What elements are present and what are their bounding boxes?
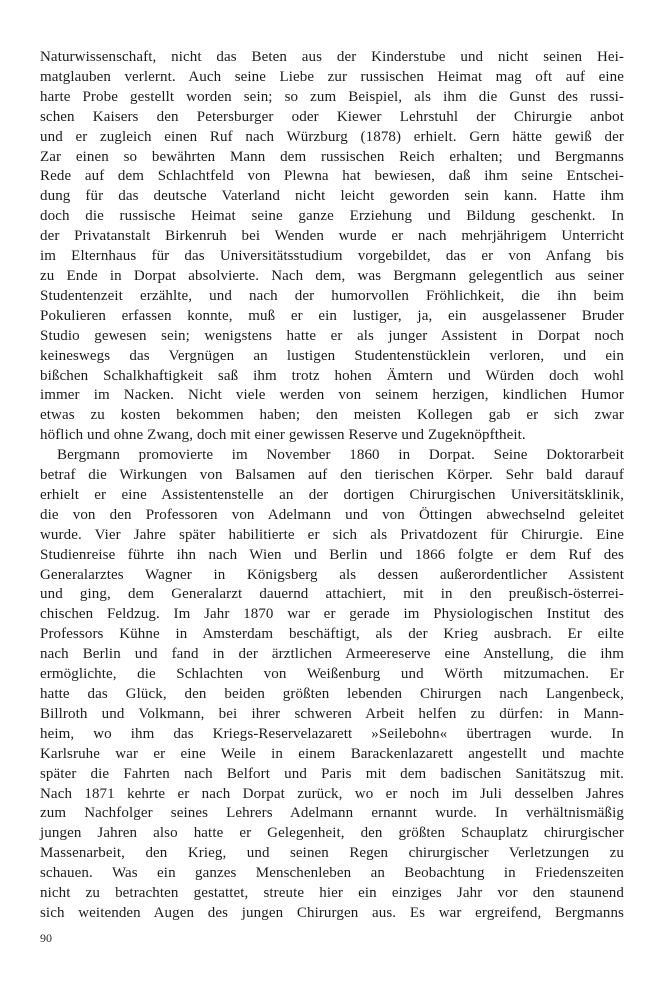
text-line: Pokulieren erfassen konnte, muß er ein lustiger, ja, ein ausgelassener Bruder (40, 307, 624, 324)
text-line: der Privatanstalt Birkenruh bei Wenden wurde er nach mehrjährigem Unterricht (40, 228, 624, 245)
text-line: bißchen Schalkhaftigkeit saß ihm trotz hohen Ämtern und Würden doch wohl (40, 367, 624, 384)
text-line: nicht zu betrachten gestattet, streute hier ein einziges Jahr vor den staunend (40, 885, 624, 902)
text-line: Studienreise führte ihn nach Wien und Berlin und 1866 folgte er dem Ruf des (40, 546, 624, 563)
text-line: Professors Kühne in Amsterdam beschäftigt, als der Krieg ausbrach. Er eilte (40, 626, 624, 643)
text-line: keineswegs das Vergnügen an lustigen Studentenstücklein verloren, und ein (40, 347, 624, 364)
paragraph (40, 48, 624, 446)
text-line: etwas zu kosten bekommen haben; den meisten Kollegen gab er sich zwar (40, 407, 624, 424)
text-line: die von den Professoren von Adelmann und von Öttingen abwechselnd geleitet (40, 506, 624, 523)
text-line: wurde. Vier Jahre später habilitierte er sich als Privatdozent für Chirurgie. Eine (40, 526, 624, 543)
text-line: zum Nachfolger seines Lehrers Adelmann ernannt wurde. In verhältnismäßig (40, 805, 624, 822)
text-line: Rede auf dem Schlachtfeld von Plewna hat bewiesen, daß ihm seine Entschei- (40, 168, 624, 185)
text-line: Bergmann promovierte im November 1860 in Dorpat. Seine Doktorarbeit (57, 447, 624, 464)
text-line: später die Fahrten nach Belfort und Paris mit dem badischen Sanitätszug mit. (40, 765, 624, 782)
text-line: Billroth und Volkmann, bei ihrer schweren Arbeit helfen zu dürfen: in Mann- (40, 705, 624, 722)
text-line: und ging, dem Generalarzt dauernd attachiert, mit in den preußisch-österrei- (40, 586, 624, 603)
text-line: hatte das Glück, den beiden größten lebenden Chirurgen nach Langenbeck, (40, 686, 624, 702)
page-number: 90 (40, 931, 52, 945)
text-line: und er zugleich einen Ruf nach Würzburg (1878) erhielt. Gern hätte gewiß der (40, 128, 624, 145)
text-line: Naturwissenschaft, nicht das Beten aus der Kinderstube und nicht seinen Hei- (40, 49, 624, 65)
text-line: Studentenzeit erzählte, und nach der humorvollen Fröhlichkeit, die ihn beim (40, 287, 624, 304)
text-line: dung für das deutsche Vaterland nicht leicht geworden sein kann. Hatte ihm (40, 188, 624, 205)
text-line: Zar einen so bewährten Mann dem russischen Reich erhalten; und Bergmanns (40, 148, 624, 165)
paragraph (40, 446, 624, 924)
text-line: zu Ende in Dorpat absolvierte. Nach dem, was Bergmann gelegentlich aus seiner (40, 267, 624, 284)
text-line: betraf die Wirkungen von Balsamen auf den tierischen Körper. Sehr bald darauf (40, 467, 624, 484)
text-line: Generalarztes Wagner in Königsberg als dessen außerordentlicher Assistent (40, 566, 624, 583)
text-line: sich weitenden Augen des jungen Chirurgen aus. Es war ergreifend, Bergmanns (40, 904, 624, 921)
text-line: jungen Jahren also hatte er Gelegenheit, den größten Schauplatz chirurgischer (40, 825, 624, 842)
text-line: im Elternhaus für das Universitätsstudium vorgebildet, das er von Anfang bis (40, 248, 624, 265)
text-line: immer im Nacken. Nicht viele werden von seinem herzigen, kindlichen Humor (40, 387, 624, 404)
text-line: Nach 1871 kehrte er nach Dorpat zurück, wo er noch im Juli desselben Jahres (40, 785, 624, 802)
text-line: chischen Feldzug. Im Jahr 1870 war er gerade im Physiologischen Institut des (40, 606, 624, 623)
text-line: heim, wo ihm das Kriegs-Reservelazarett »Seilebohn« übertragen wurde. In (40, 725, 624, 742)
text-line: schen Kaisers den Petersburger oder Kiewer Lehrstuhl der Chirurgie anbot (40, 108, 624, 125)
text-line: schauen. Was ein ganzes Menschenleben an Beobachtung in Friedenszeiten (40, 865, 624, 882)
text-line: Karlsruhe war er eine Weile in einem Barackenlazarett angestellt und machte (40, 745, 624, 762)
text-line: doch die russische Heimat seine ganze Erziehung und Bildung geschenkt. In (40, 208, 624, 225)
body-text (40, 48, 624, 924)
text-line: harte Probe gestellt worden sein; so zum Beispiel, als ihm die Gunst des russi- (40, 88, 624, 105)
text-line: höflich und ohne Zwang, doch mit einer gewissen Reserve und Zugeknöpftheit. (40, 427, 526, 444)
text-line: erhielt er eine Assistentenstelle an der dortigen Chirurgischen Universitätsklinik, (40, 486, 624, 503)
text-line: Studio gewesen sein; wenigstens hatte er als junger Assistent in Dorpat noch (40, 327, 624, 344)
text-line: matglauben verlernt. Auch seine Liebe zur russischen Heimat mag oft auf eine (40, 68, 624, 85)
text-line: ermöglichte, die Schlachten von Weißenburg und Wörth mitzumachen. Er (40, 666, 624, 683)
text-line: nach Berlin und fand in der ärztlichen Armeereserve eine Anstellung, die ihm (40, 646, 624, 663)
text-line: Massenarbeit, den Krieg, und seinen Regen chirurgischer Verletzungen zu (40, 845, 624, 862)
